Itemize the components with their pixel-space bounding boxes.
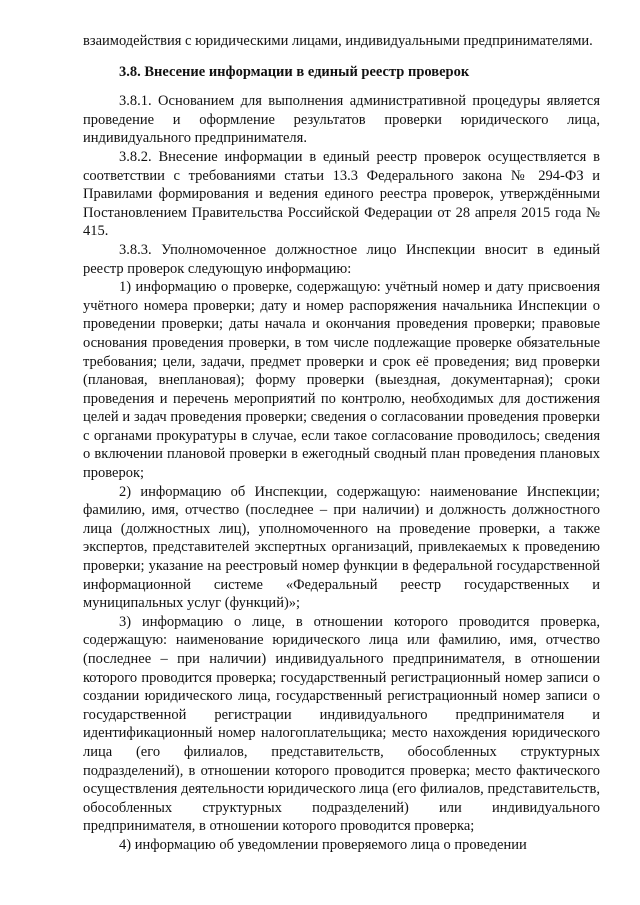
paragraph-3-8-1: 3.8.1. Основанием для выполнения административной процедуры является проведение и оформление результатов проверки юридического лица, индивидуального предпринимателя. <box>83 93 600 147</box>
continuation-paragraph: взаимодействия с юридическими лицами, индивидуальными предпринимателями. <box>83 33 593 49</box>
list-item-4: 4) информацию об уведомлении проверяемого лица о проведении <box>119 836 527 853</box>
paragraph-3-8-3: 3.8.3. Уполномоченное должностное лицо Инспекции вносит в единый реестр проверок следующую информацию: <box>83 241 600 277</box>
section-heading: 3.8. Внесение информации в единый реестр проверок <box>119 63 470 80</box>
list-item-1: 1) информацию о проверке, содержащую: учётный номер и дату присвоения учётного номера проверки; дату и номер распоряжения начальника Инспекции о проведении проверки; даты начала и окончания проведения проверки; правовые основания проведения проверки, в том числе подлежащие проверке обязательные требования; цели, задачи, предмет проверки и срок её проведения; вид проверки (плановая, внеплановая); форму проверки (выездная, документарная); сроки проведения и перечень мероприятий по контролю, необходимых для достижения целей и задач проведения проверки; сведения о согласовании проведения проверки с органами прокуратуры в случае, если такое согласование проводилось; сведения о включении плановой проверки в ежегодный сводный план проведения плановых проверок; <box>83 279 600 482</box>
list-item-3: 3) информацию о лице, в отношении которого проводится проверка, содержащую: наименование юридического лица или фамилию, имя, отчество (последнее – при наличии) индивидуального предпринимателя, в отношении которого проводится проверка; государственный регистрационный номер записи о создании юридического лица, государственный регистрационный номер записи о государственной регистрации индивидуального предпринимателя и идентификационный номер налогоплательщика; место нахождения юридического лица (его филиалов, представительств, обособленных структурных подразделений), в отношении которого проводится проверка; место фактического осуществления деятельности юридического лица (его филиалов, представительств, обособленных структурных подразделений) или индивидуального предпринимателя, в отношении которого проводится проверка; <box>83 613 600 835</box>
paragraph-3-8-2: 3.8.2. Внесение информации в единый реестр проверок осуществляется в соответствии с требованиями статьи 13.3 Федерального закона № 294-ФЗ и Правилами формирования и ведения единого реестра проверок, утверждёнными Постановлением Правительства Российской Федерации от 28 апреля 2015 года № 415. <box>83 148 600 240</box>
document-body <box>83 32 600 855</box>
list-item-2: 2) информацию об Инспекции, содержащую: наименование Инспекции; фамилию, имя, отчество (последнее – при наличии) и должность должностного лица (должностных лиц), уполномоченного на проведение проверки, а также экспертов, представителей экспертных организаций, привлекаемых к проведению проверки; указание на реестровый номер функции в федеральной государственной информационной системе «Федеральный реестр государственных и муниципальных услуг (функций)»; <box>83 483 600 612</box>
